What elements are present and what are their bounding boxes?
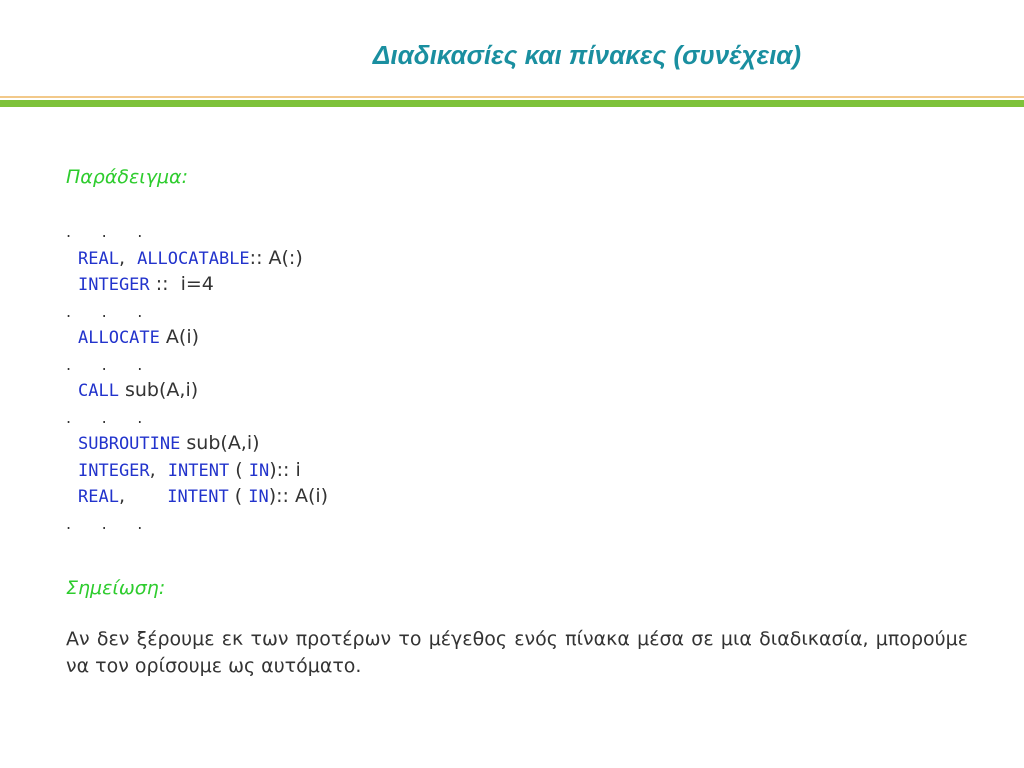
header-rule-thick: [0, 100, 1024, 107]
code-line: [66, 245, 328, 272]
example-heading: Παράδειγμα:: [66, 166, 188, 188]
code-text: sub(A,i): [180, 432, 260, 454]
code-text: :: A(:): [249, 246, 303, 269]
keyword: ALLOCATE: [78, 328, 160, 348]
code-line: [66, 351, 328, 378]
code-line: [66, 377, 328, 404]
keyword: INTENT: [167, 487, 229, 507]
ellipsis-dots: . . .: [66, 513, 143, 533]
keyword: ALLOCATABLE: [137, 248, 250, 269]
keyword: REAL: [78, 248, 119, 269]
note-paragraph: Αν δεν ξέρουμε εκ των προτέρων το μέγεθος ενός πίνακα μέσα σε μια διαδικασία, μπορούμε να τον ορίσουμε ως αυτόματο.: [66, 628, 968, 677]
code-text: (: [228, 485, 249, 507]
ellipsis-dots: . . .: [66, 354, 143, 374]
keyword: SUBROUTINE: [78, 434, 181, 454]
code-line: [66, 510, 328, 537]
code-line: [66, 324, 328, 351]
keyword: CALL: [78, 381, 119, 401]
keyword: IN: [248, 487, 269, 507]
keyword: IN: [248, 460, 270, 481]
code-text: (: [229, 458, 249, 481]
code-line: [66, 404, 328, 431]
note-heading: Σημείωση:: [66, 577, 166, 599]
code-line: [66, 483, 328, 510]
keyword: INTEGER: [78, 275, 150, 295]
code-line: [66, 271, 328, 298]
slide-title: Διαδικασίες και πίνακες (συνέχεια): [372, 40, 802, 70]
header-rule-thin: [0, 96, 1024, 98]
code-line: [66, 218, 328, 245]
ellipsis-dots: . . .: [66, 301, 143, 321]
ellipsis-dots: . . .: [66, 407, 143, 427]
code-text: ,: [118, 485, 168, 507]
code-text: ):: A(i): [268, 485, 329, 507]
keyword: INTEGER: [78, 460, 150, 481]
code-line: [66, 457, 328, 484]
ellipsis-dots: . . .: [66, 222, 143, 241]
code-line: [66, 298, 328, 325]
keyword: INTENT: [167, 460, 230, 481]
code-text: :: i=4: [149, 273, 214, 295]
keyword: REAL: [78, 487, 119, 507]
code-line: [66, 430, 328, 457]
code-text: ,: [149, 458, 168, 481]
code-block: [66, 218, 328, 536]
code-text: ):: i: [269, 458, 301, 481]
code-text: sub(A,i): [118, 379, 199, 401]
code-text: A(i): [159, 326, 200, 348]
code-text: ,: [118, 246, 138, 269]
